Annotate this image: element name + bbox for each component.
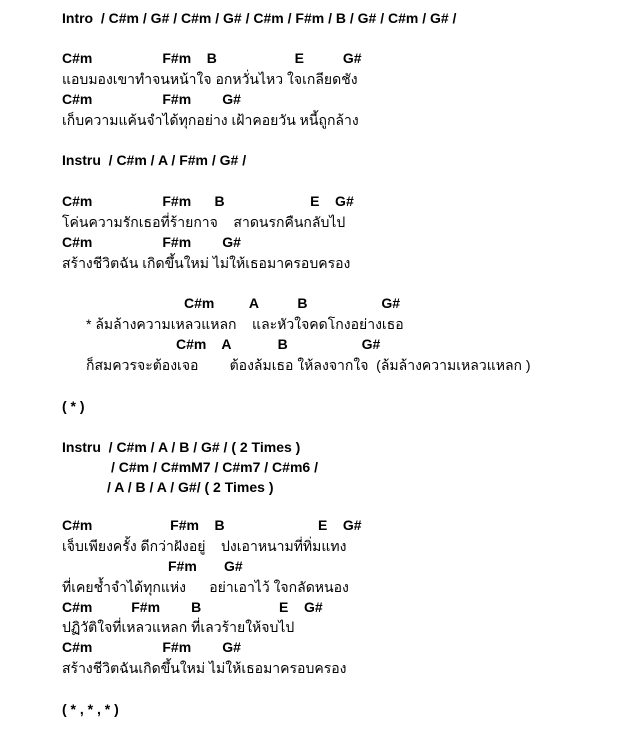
instru-1-chords: Instru / C#m / A / F#m / G# / xyxy=(62,152,247,168)
final-repeat-marker: ( * , * , * ) xyxy=(62,701,119,717)
chorus-repeat-marker: ( * ) xyxy=(62,398,85,414)
verse1-lyric-2: เก็บความแค้นจำได้ทุกอย่าง เฝ้าคอยวัน หนี้ถูกล้าง xyxy=(62,112,359,128)
verse3-chords-3: C#m F#m B E G# xyxy=(62,599,323,615)
verse3-chords-2: F#m G# xyxy=(168,558,243,574)
instru-2-chords-c: / A / B / A / G#/ ( 2 Times ) xyxy=(107,479,274,495)
instru-2-chords-b: / C#m / C#mM7 / C#m7 / C#m6 / xyxy=(111,459,318,475)
chorus-chords-1: C#m A B G# xyxy=(184,295,401,311)
chorus-chords-2: C#m A B G# xyxy=(176,336,381,352)
chorus-lyric-1: * ล้มล้างความเหลวแหลก และหัวใจคดโกงอย่างเธอ xyxy=(86,316,404,332)
verse3-chords-1: C#m F#m B E G# xyxy=(62,517,362,533)
verse2-chords-2: C#m F#m G# xyxy=(62,234,241,250)
verse2-lyric-2: สร้างชีวิตฉัน เกิดขึ้นใหม่ ไม่ให้เธอมาครอบครอง xyxy=(62,255,351,271)
verse1-lyric-1: แอบมองเขาทำจนหน้าใจ อกหวั่นไหว ใจเกลียดชัง xyxy=(62,71,358,87)
verse3-lyric-4: สร้างชีวิตฉันเกิดขึ้นใหม่ ไม่ให้เธอมาครอบครอง xyxy=(62,660,347,676)
verse2-lyric-1: โค่นความรักเธอที่ร้ายกาจ สาดนรกคืนกลับไป xyxy=(62,214,346,230)
intro-chords: Intro / C#m / G# / C#m / G# / C#m / F#m / B / G# / C#m / G# / xyxy=(62,10,457,26)
instru-2-chords-a: Instru / C#m / A / B / G# / ( 2 Times ) xyxy=(62,439,301,455)
verse3-lyric-1: เจ็บเพียงครั้ง ดีกว่าฝังอยู่ ปงเอาหนามที่ทิ่มแทง xyxy=(62,538,347,554)
verse3-lyric-2: ที่เคยช้ำจำได้ทุกแห่ง อย่าเอาไว้ ใจกลัดหนอง xyxy=(62,579,349,595)
verse3-lyric-3: ปฏิวัติใจที่เหลวแหลก ที่เลวร้ายให้จบไป xyxy=(62,619,295,635)
verse1-chords-2: C#m F#m G# xyxy=(62,91,241,107)
verse2-chords-1: C#m F#m B E G# xyxy=(62,193,354,209)
chorus-lyric-2: ก็สมควรจะต้องเจอ ต้องล้มเธอ ให้ลงจากใจ (ล้มล้างความเหลวแหลก ) xyxy=(86,357,531,373)
verse1-chords-1: C#m F#m B E G# xyxy=(62,50,362,66)
verse3-chords-4: C#m F#m G# xyxy=(62,639,241,655)
